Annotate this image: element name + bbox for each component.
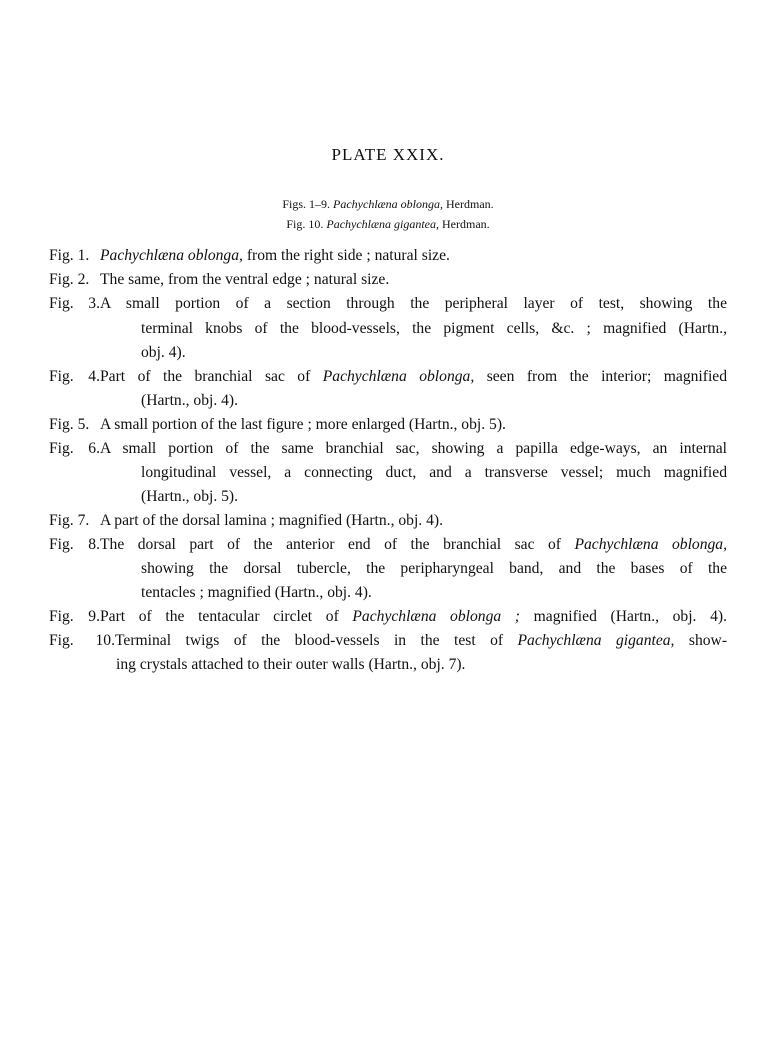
figure-caption-3	[49, 293, 727, 315]
figure-label: Fig. 7.	[49, 512, 90, 529]
subheading-species: Pachychlæna gigantea,	[326, 217, 439, 231]
caption-text: A small portion of the last figure ; more enlarged (Hartn., obj. 5).	[100, 416, 506, 433]
caption-text: The same, from the ventral edge ; natural size.	[100, 271, 390, 288]
caption-line: A small portion of a section through the peripheral layer of test, showing the	[100, 295, 727, 312]
figure-label: Fig. 4.	[49, 368, 100, 385]
plate-title: PLATE XXIX.	[331, 145, 445, 164]
caption-line: tentacles ; magnified (Hartn., obj. 4).	[141, 584, 372, 601]
caption-text: seen from the interior; magnified	[486, 368, 727, 385]
caption-line: longitudinal vessel, a connecting duct, and a transverse vessel; much magnified	[141, 464, 727, 481]
subheading-species: Pachychlæna oblonga,	[333, 197, 443, 211]
subheading-prefix: Fig. 10.	[286, 217, 324, 231]
figure-label: Fig. 10.	[49, 632, 115, 649]
figure-label: Fig. 3.	[49, 295, 100, 312]
caption-text: Part of the tentacular circlet of	[100, 608, 339, 625]
caption-line: showing the dorsal tubercle, the peripharyngeal band, and the bases of the	[141, 560, 727, 577]
figure-caption-4	[49, 366, 727, 388]
figure-caption-6	[49, 438, 727, 460]
subheading-figs-1-9	[0, 197, 776, 212]
figure-label: Fig. 8.	[49, 536, 100, 553]
figure-caption-8	[49, 534, 727, 556]
species-name: Pachychlæna oblonga,	[322, 368, 475, 385]
caption-line: A small portion of the same branchial sac, showing a papilla edge-ways, an internal	[100, 440, 727, 457]
caption-line: (Hartn., obj. 4).	[141, 392, 239, 409]
subheading-fig-10	[0, 217, 776, 232]
caption-text: Terminal twigs of the blood-vessels in the test of	[115, 632, 504, 649]
species-name: Pachychlæna oblonga,	[100, 247, 243, 264]
caption-line: ing crystals attached to their outer walls (Hartn., obj. 7).	[116, 656, 466, 673]
caption-text: The dorsal part of the anterior end of the branchial sac of	[100, 536, 561, 553]
figure-label: Fig. 9.	[49, 608, 100, 625]
figure-caption-5	[49, 414, 727, 436]
figure-caption-7	[49, 510, 727, 532]
figure-label: Fig. 1.	[49, 247, 90, 264]
caption-text: from the right side ; natural size.	[246, 247, 450, 264]
figure-caption-10	[49, 630, 727, 652]
caption-line: (Hartn., obj. 5).	[141, 488, 239, 505]
figure-caption-2	[49, 269, 727, 291]
figure-label: Fig. 6.	[49, 440, 100, 457]
figure-label: Fig. 2.	[49, 271, 90, 288]
subheading-prefix: Figs. 1–9.	[282, 197, 331, 211]
caption-text: show-	[688, 632, 728, 649]
species-name: Pachychlæna gigantea,	[517, 632, 675, 649]
subheading-author: Herdman.	[442, 217, 490, 231]
figure-caption-1	[49, 245, 727, 267]
caption-line: terminal knobs of the blood-vessels, the pigment cells, &c. ; magnified (Hartn.,	[141, 320, 727, 337]
species-name: Pachychlæna oblonga,	[574, 536, 727, 553]
species-name: Pachychlæna oblonga ;	[352, 608, 520, 625]
figure-label: Fig. 5.	[49, 416, 90, 433]
figure-caption-9	[49, 606, 727, 628]
caption-text: magnified (Hartn., obj. 4).	[533, 608, 727, 625]
subheading-author: Herdman.	[446, 197, 494, 211]
caption-text: A part of the dorsal lamina ; magnified (Hartn., obj. 4).	[100, 512, 443, 529]
caption-line: obj. 4).	[141, 344, 186, 361]
caption-text: Part of the branchial sac of	[100, 368, 311, 385]
